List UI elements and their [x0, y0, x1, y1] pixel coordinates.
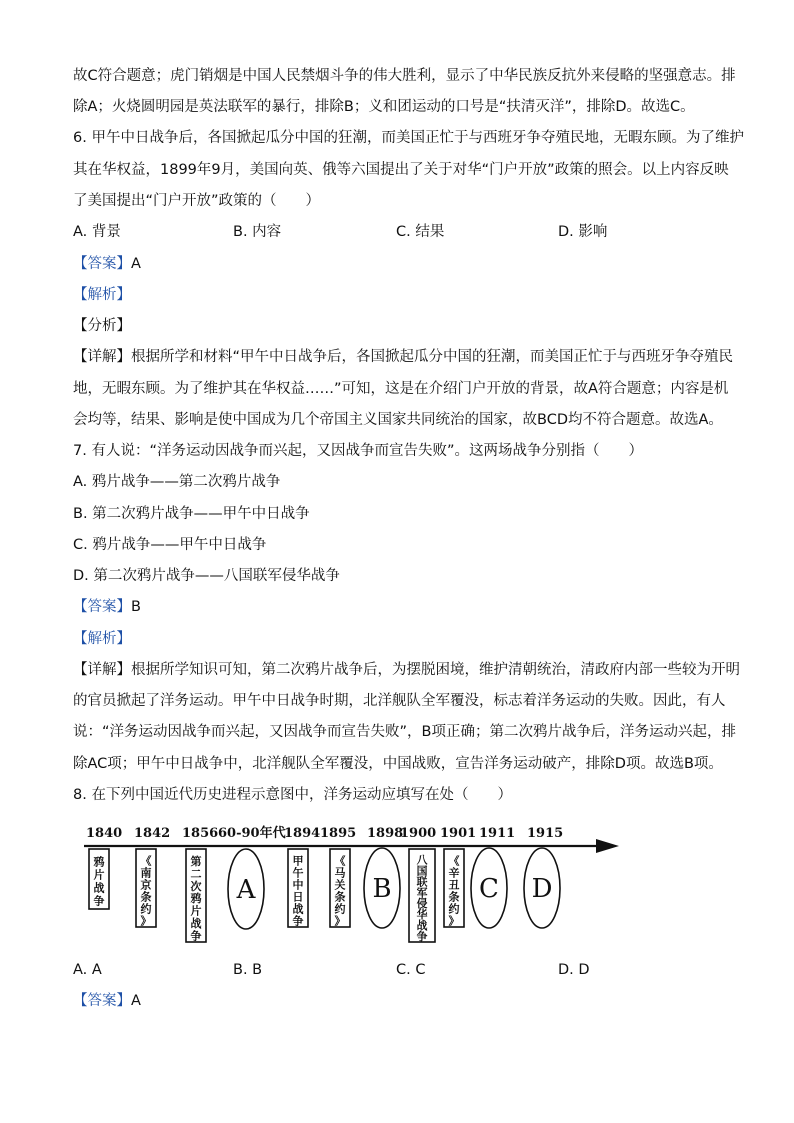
year-label: 1911	[479, 826, 516, 841]
q8-option-d: D. D	[558, 962, 590, 978]
timeline-years	[86, 825, 563, 841]
q7-option-b: B. 第二次鸦片战争——甲午中日战争	[73, 506, 310, 522]
answer-tag: 【答案】	[73, 256, 131, 272]
event-char: 战	[93, 881, 105, 895]
q7-answer	[73, 597, 141, 617]
event-char: 约	[448, 902, 460, 916]
event-box	[136, 849, 156, 928]
question-6-stem: 其在华权益，1899年9月，美国向英、俄等六国提出了关于对华“门户开放”政策的照会。以上内容反映	[73, 162, 729, 178]
year-label: 1840	[86, 826, 123, 841]
event-char: 》	[334, 914, 346, 928]
q7-detail: 的官员掀起了洋务运动。甲午中日战争时期，北洋舰队全军覆没，标志着洋务运动的失败。因此，有人	[73, 693, 726, 709]
event-char: 《	[448, 854, 460, 868]
blank-circle	[524, 848, 560, 928]
q6-detail: 会均等，结果、影响是使中国成为几个帝国主义国家共同统治的国家，故BCD均不符合题意。故选A。	[73, 412, 723, 428]
event-char: 争	[416, 929, 428, 943]
q7-option-d: D. 第二次鸦片战争——八国联军侵华战争	[73, 568, 340, 584]
event-char: 争	[292, 914, 304, 928]
q6-detail: 地，无暇东顾。为了维护其在华权益……”可知，这是在介绍门户开放的背景，故A符合题意；内容是机	[73, 381, 729, 397]
event-char: 约	[334, 902, 346, 916]
answer-value: A	[131, 993, 141, 1009]
q7-detail: 【详解】根据所学知识可知，第二次鸦片战争后，为摆脱困境，维护清朝统治，清政府内部一些较为开明	[73, 662, 740, 678]
q6-fenxi-tag: 【分析】	[73, 318, 131, 334]
q6-option-d: D. 影响	[558, 224, 608, 240]
event-char: 争	[93, 894, 105, 908]
year-label: 1898	[367, 826, 404, 841]
q6-option-c: C. 结果	[396, 224, 445, 240]
event-char: 南	[140, 866, 152, 880]
circle-letter: B	[372, 874, 392, 904]
year-label: 1900	[400, 826, 437, 841]
q7-jiexi-tag: 【解析】	[73, 631, 131, 647]
event-char: 午	[292, 866, 304, 880]
text-line: 故C符合题意；虎门销烟是中国人民禁烟斗争的伟大胜利，显示了中华民族反抗外来侵略的坚强意志。排	[73, 68, 736, 84]
event-char: 次	[190, 879, 202, 893]
event-char: 争	[190, 929, 202, 943]
year-label: 1894	[284, 826, 321, 841]
year-label: 1915	[527, 826, 564, 841]
event-box	[186, 849, 206, 943]
event-char: 片	[190, 904, 202, 918]
event-char: 》	[140, 914, 152, 928]
event-char: 《	[334, 854, 346, 868]
q6-option-b: B. 内容	[233, 224, 282, 240]
q6-answer	[73, 254, 141, 274]
circle-letter: A	[236, 875, 256, 905]
event-char: 战	[416, 918, 428, 932]
event-char: 条	[140, 890, 152, 904]
event-char: 二	[190, 867, 202, 881]
event-char: 》	[448, 914, 460, 928]
q6-jiexi-tag: 【解析】	[73, 287, 131, 303]
event-char: 战	[190, 917, 202, 931]
timeline-arrowhead	[596, 839, 619, 853]
q6-detail: 【详解】根据所学和材料“甲午中日战争后，各国掀起瓜分中国的狂潮，而美国正忙于与西班牙争夺殖民	[73, 349, 734, 365]
event-char: 片	[93, 868, 105, 882]
event-char: 日	[292, 890, 304, 904]
question-8-stem: 8. 在下列中国近代历史进程示意图中，洋务运动应填写在处（ ）	[73, 787, 512, 803]
event-char: 鸦	[190, 892, 202, 906]
year-label: 1842	[134, 826, 171, 841]
year-label: 1895	[320, 826, 357, 841]
event-char: 甲	[292, 854, 304, 868]
question-7-stem: 7. 有人说：“洋务运动因战争而兴起，又因战争而宣告失败”。这两场战争分别指（ ）	[73, 443, 643, 459]
event-char: 马	[334, 866, 346, 880]
event-char: 丑	[448, 878, 460, 892]
event-box	[288, 849, 308, 928]
blank-circle	[228, 849, 264, 929]
event-box	[89, 849, 109, 909]
event-char: 军	[416, 886, 428, 900]
q8-answer	[73, 991, 141, 1011]
q7-option-c: C. 鸦片战争——甲午中日战争	[73, 537, 267, 553]
event-char: 鸦	[93, 855, 105, 869]
q7-detail: 除AC项；甲午中日战争中，北洋舰队全军覆没，中国战败，宣告洋务运动破产，排除D项。故选B项。	[73, 756, 723, 772]
event-char: 侵	[416, 897, 428, 911]
q6-option-a: A. 背景	[73, 224, 121, 240]
text-line: 除A；火烧圆明园是英法联军的暴行，排除B；义和团运动的口号是“扶清灭洋”，排除D。故选C。	[73, 99, 695, 115]
event-char: 中	[292, 878, 304, 892]
q7-option-a: A. 鸦片战争——第二次鸦片战争	[73, 474, 281, 490]
event-char: 《	[140, 854, 152, 868]
blank-circle	[364, 848, 400, 928]
event-char: 约	[140, 902, 152, 916]
answer-value: B	[131, 599, 141, 615]
q8-option-b: B. B	[233, 962, 263, 978]
blank-circle	[471, 848, 507, 928]
circle-letter: D	[531, 874, 553, 904]
question-6-stem: 6. 甲午中日战争后，各国掀起瓜分中国的狂潮，而美国正忙于与西班牙争夺殖民地，无暇东顾。为了维护	[73, 130, 744, 146]
q8-option-c: C. C	[396, 962, 426, 978]
circle-letter: C	[479, 874, 499, 904]
event-char: 第	[190, 854, 202, 868]
event-box	[444, 849, 464, 928]
answer-tag: 【答案】	[73, 993, 131, 1009]
answer-tag: 【答案】	[73, 599, 131, 615]
year-label: 1901	[440, 826, 477, 841]
event-char: 京	[140, 878, 152, 892]
event-char: 辛	[448, 866, 460, 880]
event-char: 华	[416, 908, 428, 922]
event-box	[330, 849, 350, 928]
history-timeline-diagram	[76, 820, 626, 948]
q7-detail: 说：“洋务运动因战争而兴起，又因战争而宣告失败”，B项正确；第二次鸦片战争后，洋务运动兴起，排	[73, 724, 736, 740]
answer-value: A	[131, 256, 141, 272]
event-char: 条	[448, 890, 460, 904]
event-char: 条	[334, 890, 346, 904]
event-char: 关	[334, 878, 346, 892]
event-char: 战	[292, 902, 304, 916]
q8-option-a: A. A	[73, 962, 102, 978]
event-char: 八	[416, 853, 428, 867]
event-char: 联	[416, 875, 428, 889]
event-char: 国	[416, 864, 428, 878]
event-box	[409, 849, 435, 943]
question-6-stem: 了美国提出“门户开放”政策的（ ）	[73, 193, 321, 209]
year-label: 60-90年代	[218, 826, 286, 841]
year-label: 1856	[182, 826, 219, 841]
